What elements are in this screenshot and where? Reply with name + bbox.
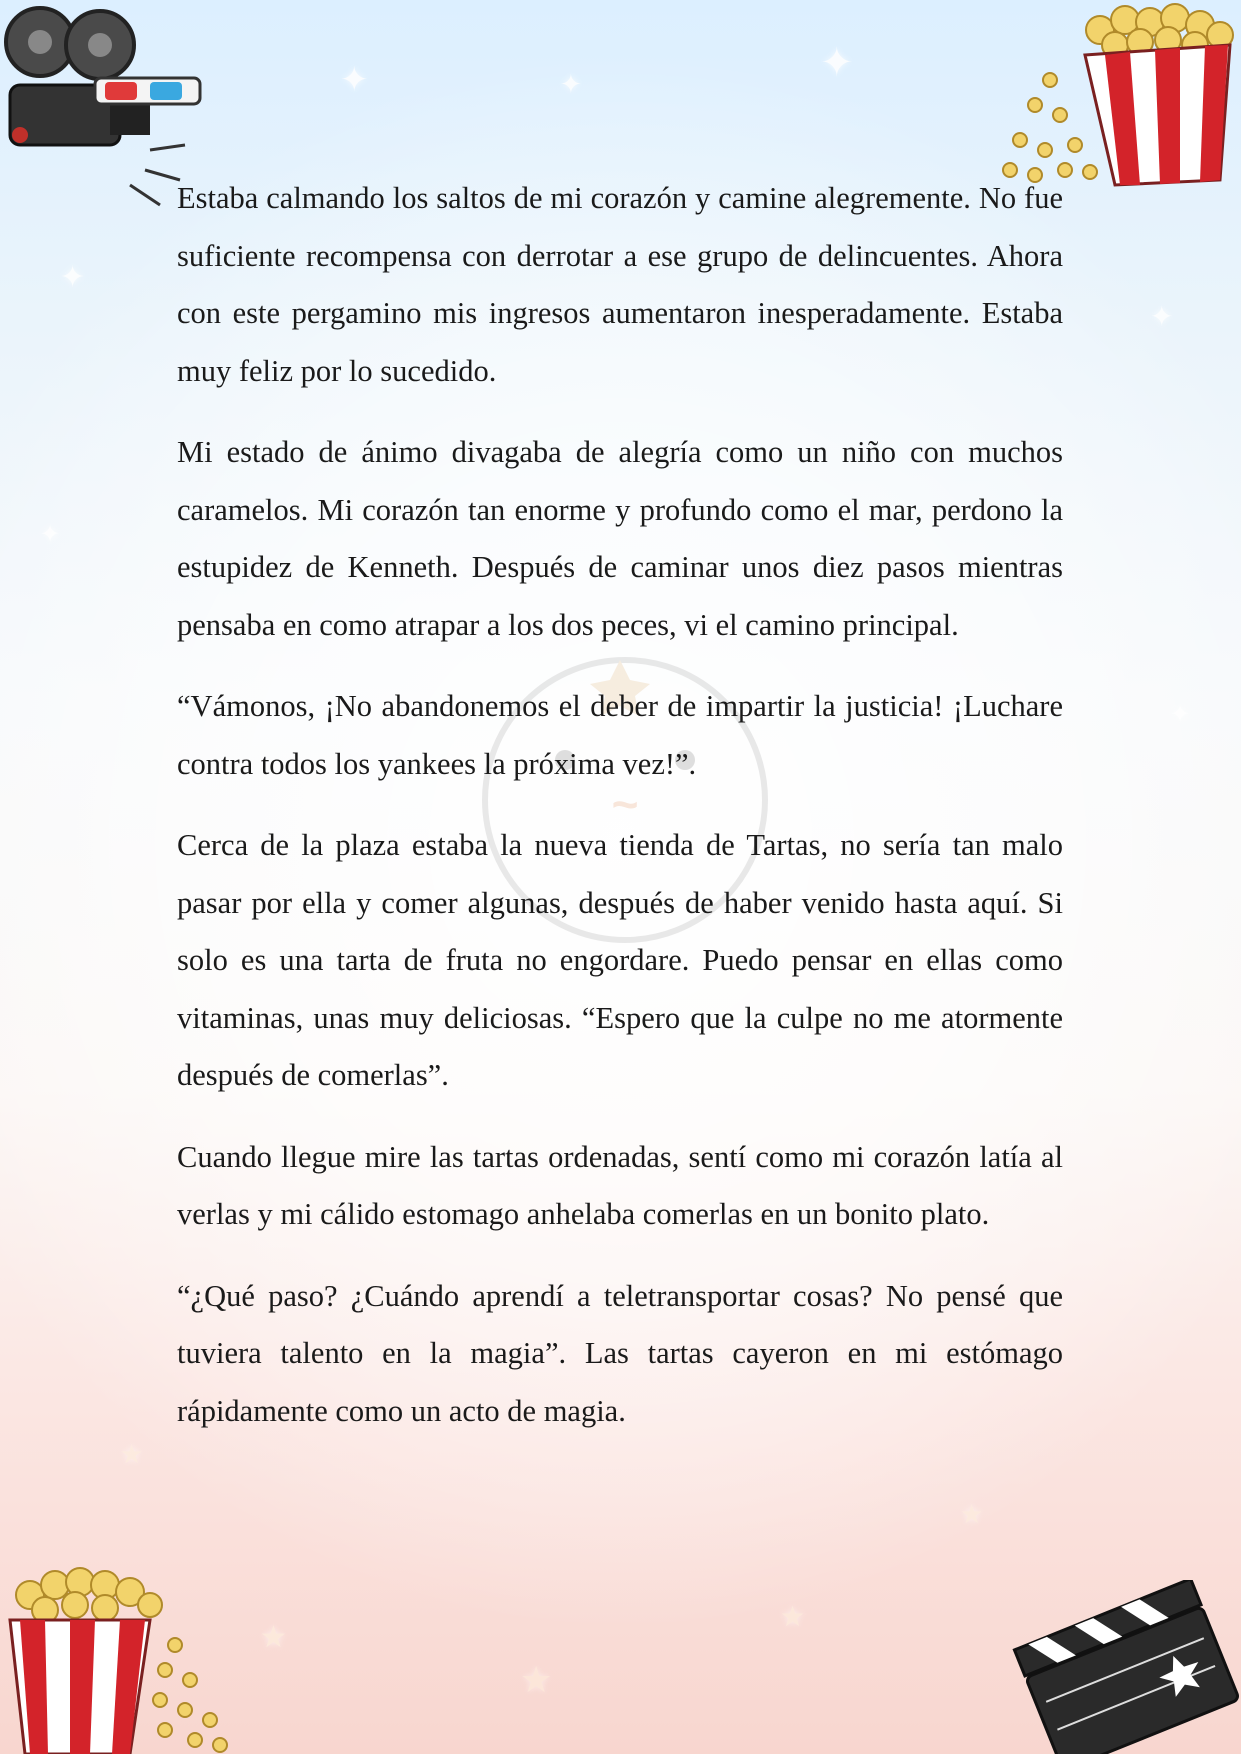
document-body [177,170,1063,1464]
sparkle-icon: ★ [960,1500,984,1530]
clapperboard-icon [1010,1580,1241,1754]
sparkle-icon: ★ [260,1620,287,1655]
paragraph: “¿Qué paso? ¿Cuándo aprendí a teletransportar cosas? No pensé que tuviera talento en la magia”. Las tartas cayeron en mi estómago rápidamente como un acto de magia. [177,1278,1063,1428]
sparkle-icon: ✦ [60,260,86,295]
popcorn-bucket-icon [990,0,1241,190]
sparkle-icon: ✦ [1150,300,1174,333]
paragraph: Estaba calmando los saltos de mi corazón y camine alegremente. No fue suficiente recompensa con derrotar a ese grupo de delincuentes. Ahora con este pergamino mis ingresos aumentaron inesperadamente. Estaba muy feliz por lo sucedido. [177,181,1063,388]
popcorn-bucket-icon [0,1560,230,1754]
sparkle-icon: ✦ [820,40,854,86]
paragraph: Mi estado de ánimo divagaba de alegría como un niño con muchos caramelos. Mi corazón tan enorme y profundo como el mar, perdono la estupidez de Kenneth. Después de caminar unos diez pasos mientras pensaba en como atrapar a los dos peces, vi el camino principal. [177,435,1063,642]
paragraph: Cuando llegue mire las tartas ordenadas, sentí como mi corazón latía al verlas y mi cálido estomago anhelaba comerlas en un bonito plato. [177,1139,1063,1231]
sparkle-icon: ★ [780,1600,806,1633]
sparkle-icon: ✦ [1170,700,1191,728]
paragraph: Cerca de la plaza estaba la nueva tienda de Tartas, no sería tan malo pasar por ella y comer algunas, después de haber venido hasta aquí. Si solo es una tarta de fruta no engordare. Puedo pensar en ellas como vitaminas, unas muy deliciosas. “Espero que la culpe no me atormente después de comerlas”. [177,828,1063,1092]
paragraph: “Vámonos, ¡No abandonemos el deber de impartir la justicia! ¡Luchare contra todos los yankees la próxima vez!”. [177,689,1063,781]
sparkle-icon: ★ [520,1660,553,1701]
sparkle-icon: ★ [120,1440,144,1470]
sparkle-icon: ✦ [40,520,61,548]
sparkle-icon: ✦ [340,60,369,100]
sparkle-icon: ✦ [560,70,582,100]
svg-text:~: ~ [611,778,639,830]
